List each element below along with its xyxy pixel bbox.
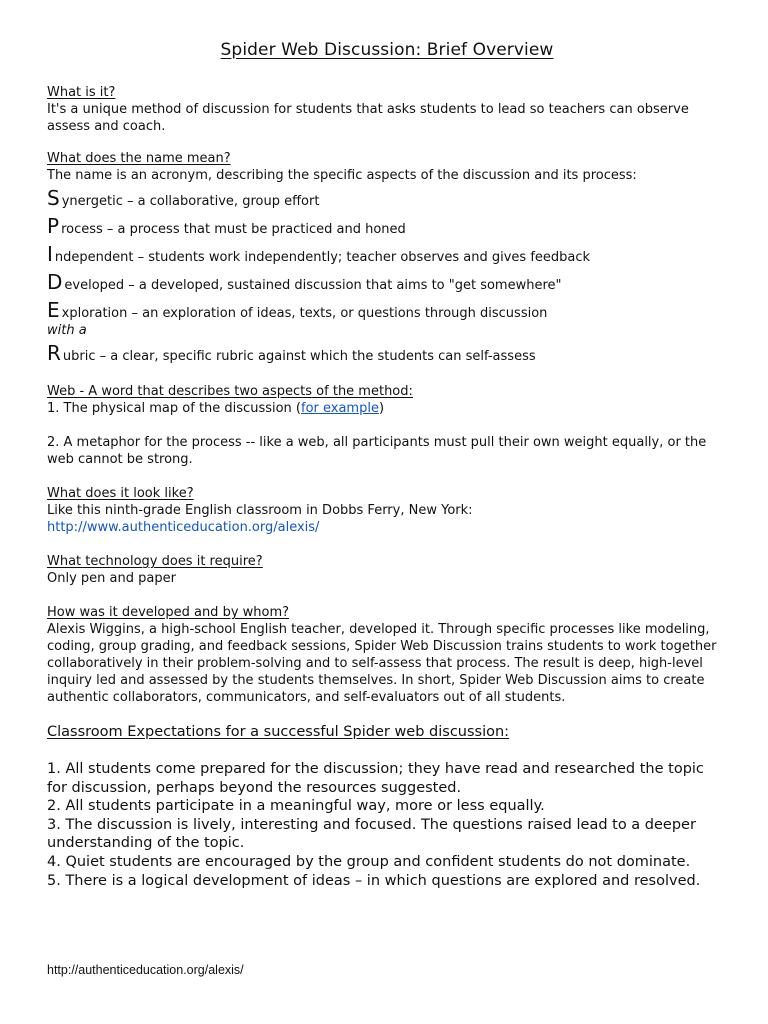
page-title: Spider Web Discussion: Brief Overview xyxy=(220,40,554,60)
acronym-letter: S xyxy=(47,186,60,210)
technology-body: Only pen and paper xyxy=(47,571,176,586)
name-mean-intro: The name is an acronym, describing the specific aspects of the discussion and its process: xyxy=(47,168,637,183)
expectation-item: 4. Quiet students are encouraged by the group and confident students do not dominate. xyxy=(47,853,691,870)
expectation-item: 3. The discussion is lively, interesting and focused. The questions raised lead to a deeper understanding of the topic. xyxy=(47,816,696,852)
web-heading: Web - A word that describes two aspects of the method: xyxy=(47,384,413,399)
acronym-text: ynergetic – a collaborative, group effort xyxy=(61,194,320,209)
web-point-1-prefix: 1. The physical map of the discussion ( xyxy=(47,401,301,416)
technology-heading: What technology does it require? xyxy=(47,554,263,569)
acronym-item-s xyxy=(47,184,727,212)
web-point-1-suffix: ) xyxy=(378,401,385,416)
footer-url: http://authenticeducation.org/alexis/ xyxy=(47,963,244,977)
expectation-item: 2. All students participate in a meaningful way, more or less equally. xyxy=(47,798,545,815)
for-example-link[interactable]: for example xyxy=(301,401,379,416)
web-point-1 xyxy=(47,400,727,417)
acronym-letter: I xyxy=(47,242,53,266)
expectation-item: 5. There is a logical development of ideas – in which questions are explored and resolved. xyxy=(47,872,701,889)
expectations-heading: Classroom Expectations for a successful Spider web discussion: xyxy=(47,724,510,740)
acronym-text: rocess – a process that must be practiced and honed xyxy=(61,222,406,237)
acronym-text: eveloped – a developed, sustained discussion that aims to "get somewhere" xyxy=(64,278,562,293)
what-is-it-heading: What is it? xyxy=(47,85,116,100)
look-like-body: Like this ninth-grade English classroom in Dobbs Ferry, New York: xyxy=(47,503,473,518)
web-point-2: 2. A metaphor for the process -- like a web, all participants must pull their own weight equally, or the web cannot be strong. xyxy=(47,435,707,467)
expectation-item: 1. All students come prepared for the discussion; they have read and researched the topic for discussion, perhaps beyond the resources suggested. xyxy=(47,761,704,796)
look-like-heading: What does it look like? xyxy=(47,486,194,501)
acronym-item-e xyxy=(47,296,727,324)
classroom-video-link[interactable]: http://www.authenticeducation.org/alexis/ xyxy=(47,520,320,535)
acronym-letter: D xyxy=(47,270,63,294)
acronym-letter: R xyxy=(47,341,61,365)
acronym-item-i xyxy=(47,240,727,268)
developed-body: Alexis Wiggins, a high-school English teacher, developed it. Through specific processes like modeling, coding, group grading, and feedback sessions, Spider Web Discussion trains students to work together collaboratively in their problem-solving and to self-assess that process. The result is deep, high-level inquiry led and assessed by the students themselves. In short, Spider Web Discussion aims to create authentic collaborators, communicators, and self-evaluators out of all students. xyxy=(47,622,717,705)
what-is-it-body: It's a unique method of discussion for students that asks students to lead so teachers can observe assess and coach. xyxy=(47,102,689,134)
acronym-letter: P xyxy=(47,214,60,238)
acronym-item-d xyxy=(47,268,727,296)
acronym-item-p xyxy=(47,212,727,240)
acronym-text: ubric – a clear, specific rubric against which the students can self-assess xyxy=(62,349,536,364)
acronym-item-r xyxy=(47,339,727,367)
acronym-text: xploration – an exploration of ideas, texts, or questions through discussion xyxy=(61,306,548,321)
name-mean-heading: What does the name mean? xyxy=(47,151,231,166)
developed-heading: How was it developed and by whom? xyxy=(47,605,290,620)
acronym-text: ndependent – students work independently; teacher observes and gives feedback xyxy=(54,250,591,265)
with-a-connector: with a xyxy=(47,323,87,338)
document-page xyxy=(47,40,727,890)
acronym-letter: E xyxy=(47,298,60,322)
